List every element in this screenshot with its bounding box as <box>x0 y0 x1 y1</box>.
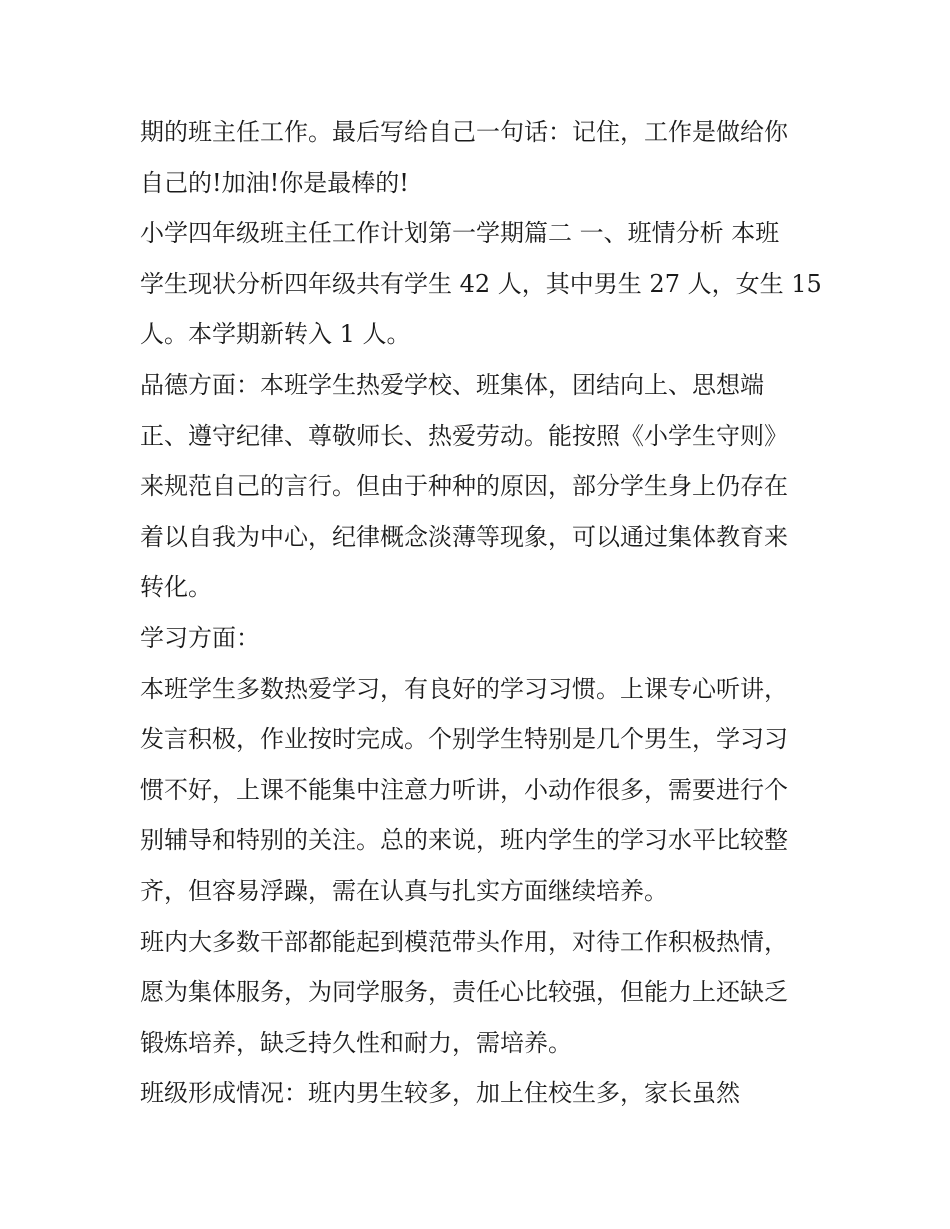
text-line: 学生现状分析四年级共有学生 42 人，其中男生 27 人，女生 15 <box>140 269 822 298</box>
text-line: 惯不好，上课不能集中注意力听讲，小动作很多，需要进行个 <box>140 775 788 804</box>
text-line: 齐，但容易浮躁，需在认真与扎实方面继续培养。 <box>140 876 668 905</box>
text-line: 转化。 <box>140 573 212 602</box>
text-line: 本班学生多数热爱学习，有良好的学习习惯。上课专心听讲， <box>140 674 788 703</box>
text-line: 学习方面： <box>140 623 260 652</box>
text-line: 班级形成情况：班内男生较多，加上住校生多，家长虽然 <box>140 1079 740 1108</box>
text-line: 小学四年级班主任工作计划第一学期篇二 一、班情分析 本班 <box>140 219 780 248</box>
text-line: 来规范自己的言行。但由于种种的原因，部分学生身上仍存在 <box>140 472 788 501</box>
text-line: 愿为集体服务，为同学服务，责任心比较强，但能力上还缺乏 <box>140 978 788 1007</box>
text-line: 人。本学期新转入 1 人。 <box>140 320 411 349</box>
document-body <box>140 107 820 1119</box>
text-line: 发言积极，作业按时完成。个别学生特别是几个男生，学习习 <box>140 725 788 754</box>
text-line: 自己的!加油!你是最棒的! <box>140 168 409 197</box>
text-line: 期的班主任工作。最后写给自己一句话：记住，工作是做给你 <box>140 118 788 146</box>
text-line: 品德方面：本班学生热爱学校、班集体，团结向上、思想端 <box>140 370 764 399</box>
text-line: 着以自我为中心，纪律概念淡薄等现象，可以通过集体教育来 <box>140 522 788 551</box>
text-line: 正、遵守纪律、尊敬师长、热爱劳动。能按照《小学生守则》 <box>140 421 788 450</box>
text-line: 锻炼培养，缺乏持久性和耐力，需培养。 <box>140 1028 572 1057</box>
text-line: 别辅导和特别的关注。总的来说，班内学生的学习水平比较整 <box>140 826 788 855</box>
text-line: 班内大多数干部都能起到模范带头作用，对待工作积极热情， <box>140 927 788 956</box>
